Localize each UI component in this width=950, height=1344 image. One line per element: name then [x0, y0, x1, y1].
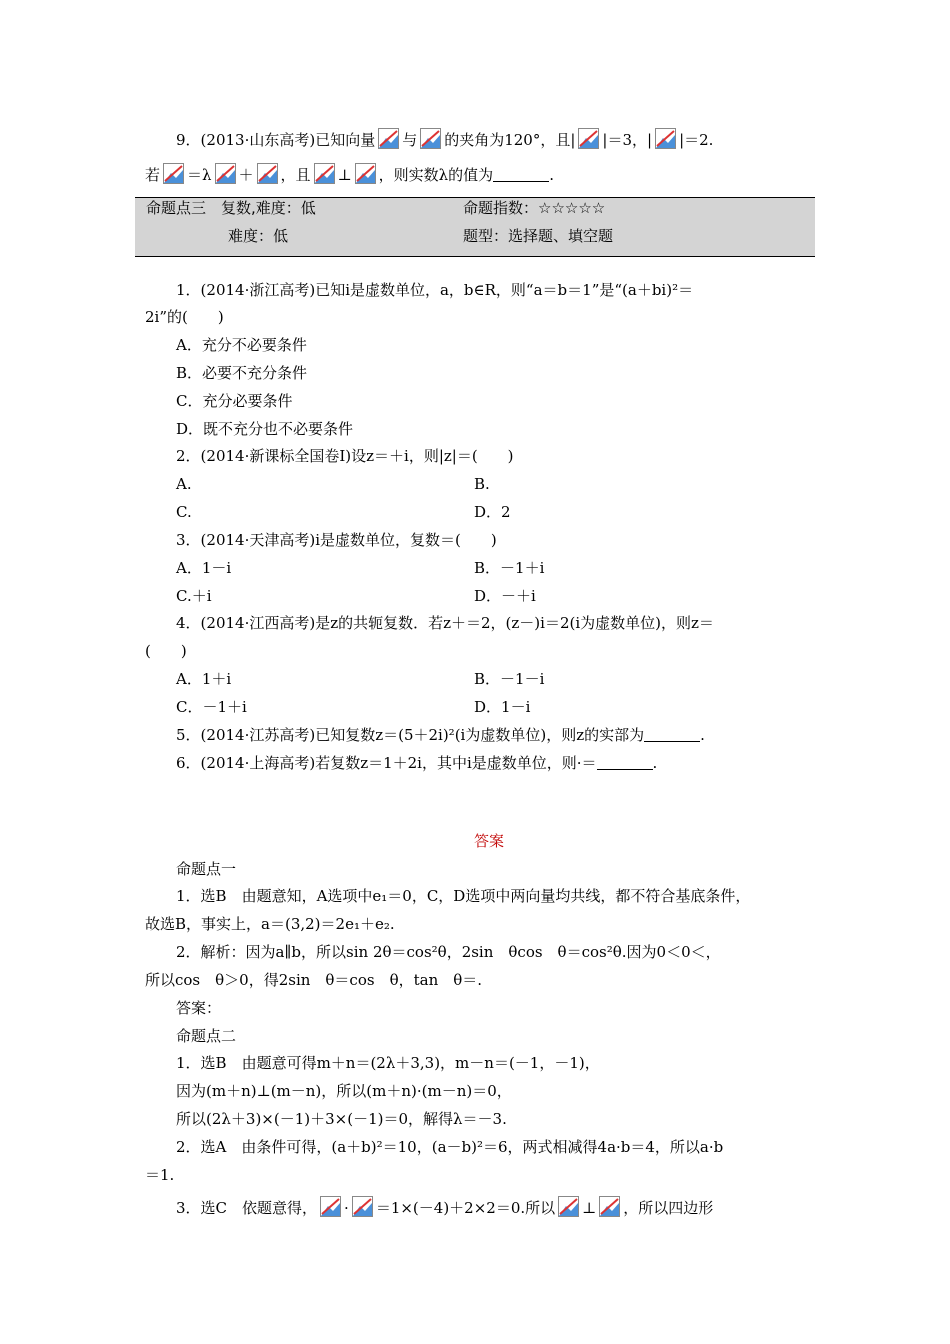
image-icon	[558, 1196, 579, 1217]
section-type: 题型：选择题、填空题	[463, 227, 614, 245]
q2-option-d: D．2	[474, 503, 511, 521]
q3-option-c: C.＋i	[176, 587, 212, 605]
q9-text: |＝3，|	[602, 131, 653, 149]
answer-b3-text: ·	[344, 1199, 349, 1217]
answer-b1-line1: 1．选B 由题意可得m＋n＝(2λ＋3,3)，m－n＝(－1，－1)，	[176, 1054, 600, 1072]
q3-option-d: D．－＋i	[474, 587, 536, 605]
q2-option-a: A.	[176, 475, 192, 493]
q4-option-a: A．1＋i	[176, 670, 232, 688]
answers-part2-heading: 命题点二	[176, 1027, 237, 1045]
answer-2-line2: 所以cos θ＞0，得2sin θ＝cos θ，tan θ＝.	[145, 971, 483, 989]
image-icon	[655, 128, 676, 149]
q5-text: 5．(2014·江苏高考)已知复数z＝(5＋2i)²(i为虚数单位)，则z的实部为	[176, 726, 645, 744]
answer-b3-text: 3．选C 依题意得，	[176, 1199, 318, 1217]
answer-b2-line2: ＝1.	[145, 1166, 175, 1184]
q2-option-b: B.	[474, 475, 490, 493]
q4-option-b: B．－1－i	[474, 670, 545, 688]
answer-b2-line1: 2．选A 由条件可得，(a＋b)²＝10，(a－b)²＝6，两式相减得4a·b＝4，所以a·b	[176, 1138, 724, 1156]
section-title: 命题点三 复数,难度：低	[146, 199, 316, 217]
image-icon	[320, 1196, 341, 1217]
answer-blank	[493, 167, 549, 182]
image-icon	[578, 128, 599, 149]
q3-option-a: A．1－i	[176, 559, 232, 577]
q9-text: ＝λ	[187, 166, 212, 184]
q5-text: .	[700, 726, 705, 744]
answers-title: 答案	[474, 832, 505, 850]
q9-line2	[145, 163, 554, 185]
answer-1-line1: 1．选B 由题意知，A选项中e₁＝0，C，D选项中两向量均共线，都不符合基底条件，	[176, 887, 751, 905]
q9-text: ⊥	[337, 166, 352, 184]
answer-b3-text: ＝1×(－4)＋2×2＝0.所以	[375, 1199, 556, 1217]
section-index: 命题指数：☆☆☆☆☆	[463, 199, 606, 217]
answer-2-line1: 2．解析：因为a∥b，所以sin 2θ＝cos²θ，2sin θcos θ＝cos²θ.因为0＜0＜，	[176, 943, 721, 961]
answer-1-line2: 故选B，事实上，a＝(3,2)＝2e₁＋e₂.	[145, 915, 395, 933]
q9-text: 与	[402, 131, 418, 149]
answer-b3-text: ⊥	[582, 1199, 597, 1217]
image-icon	[378, 128, 399, 149]
answer-blank	[644, 727, 700, 742]
q4-option-d: D．1－i	[474, 698, 531, 716]
q9-text: ，则实数λ的值为	[378, 166, 494, 184]
answer-2-line3: 答案：	[176, 999, 222, 1017]
answer-b3-line1	[176, 1196, 713, 1218]
section-difficulty: 难度：低	[228, 227, 289, 245]
image-icon	[599, 1196, 620, 1217]
q9-text: 若	[145, 166, 161, 184]
q1-line2: 2i”的( )	[145, 308, 224, 326]
q1-option-a: A．充分不必要条件	[176, 336, 307, 354]
q2-option-c: C.	[176, 503, 192, 521]
q4-option-c: C．－1＋i	[176, 698, 247, 716]
q6-stem	[176, 753, 657, 773]
q9-line1	[176, 128, 713, 150]
q9-text: ＋	[238, 166, 254, 184]
q9-text: |＝2.	[679, 131, 714, 149]
image-icon	[352, 1196, 373, 1217]
image-icon	[215, 163, 236, 184]
q1-option-d: D．既不充分也不必要条件	[176, 420, 354, 438]
image-icon	[163, 163, 184, 184]
image-icon	[420, 128, 441, 149]
q4-line1: 4．(2014·江西高考)是z的共轭复数．若z＋＝2，(z－)i＝2(i为虚数单位)，则z＝	[176, 614, 714, 632]
q9-text: ，且	[280, 166, 311, 184]
q6-text: 6．(2014·上海高考)若复数z＝1＋2i，其中i是虚数单位，则·＝	[176, 754, 597, 772]
q1-option-c: C．充分必要条件	[176, 392, 293, 410]
q1-line1: 1．(2014·浙江高考)已知i是虚数单位，a，b∈R，则“a＝b＝1”是“(a＋bi)²＝	[176, 281, 694, 299]
answer-blank	[597, 755, 653, 770]
image-icon	[355, 163, 376, 184]
q6-text: .	[652, 754, 658, 772]
q5-stem	[176, 725, 705, 745]
answers-part1-heading: 命题点一	[176, 860, 237, 878]
answer-b1-line3: 所以(2λ＋3)×(－1)＋3×(－1)＝0，解得λ＝－3.	[176, 1110, 507, 1128]
image-icon	[314, 163, 335, 184]
q3-stem: 3．(2014·天津高考)i是虚数单位，复数＝( )	[176, 531, 497, 549]
q9-text: 9．(2013·山东高考)已知向量	[176, 131, 376, 149]
q4-line2: ( )	[145, 642, 187, 660]
q9-text: .	[549, 166, 554, 184]
image-icon	[257, 163, 278, 184]
q1-option-b: B．必要不充分条件	[176, 364, 308, 382]
answer-b3-text: ，所以四边形	[623, 1199, 714, 1217]
q3-option-b: B．－1＋i	[474, 559, 545, 577]
section-header-band	[135, 197, 815, 257]
q9-text: 的夹角为120°，且|	[444, 131, 576, 149]
answer-b1-line2: 因为(m＋n)⊥(m－n)，所以(m＋n)·(m－n)＝0，	[176, 1082, 512, 1100]
q2-stem: 2．(2014·新课标全国卷Ⅰ)设z＝＋i，则|z|＝( )	[176, 447, 514, 465]
